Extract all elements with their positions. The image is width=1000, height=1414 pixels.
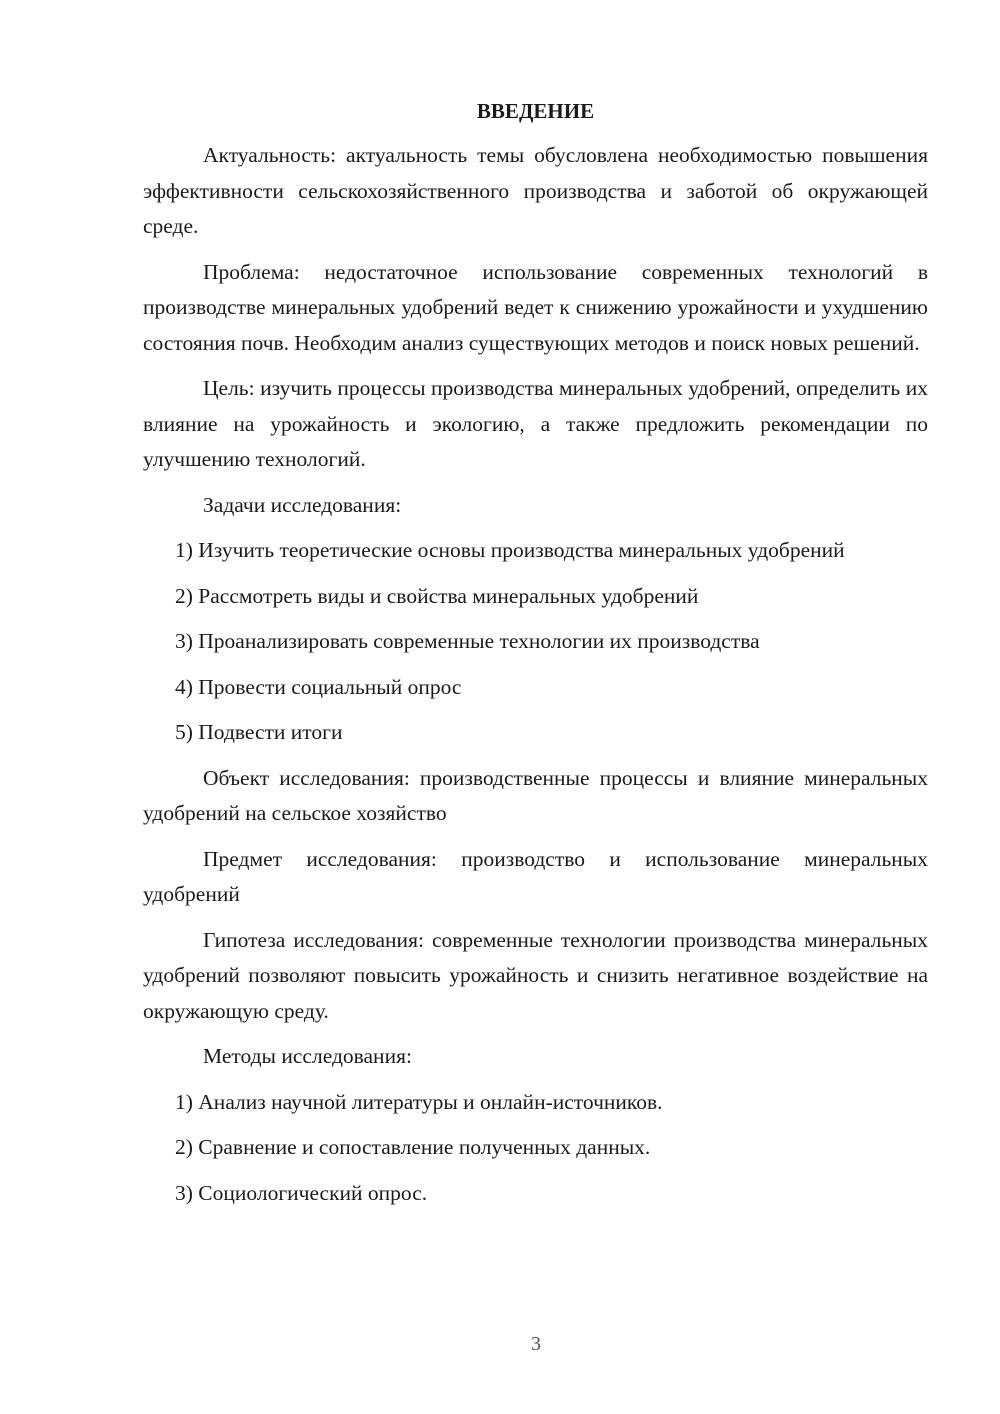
- task-item: 1) Изучить теоретические основы производства минеральных удобрений: [175, 538, 845, 562]
- method-item: 2) Сравнение и сопоставление полученных данных.: [175, 1135, 651, 1159]
- task-item: 5) Подвести итоги: [175, 720, 343, 744]
- problem-paragraph: Проблема: недостаточное использование современных технологий в производстве минеральных удобрений ведет к снижению урожайности и ухудшению состояния почв. Необходим анализ существующих методов и поиск новых решений.: [143, 259, 928, 355]
- subject-paragraph: Предмет исследования: производство и использование минеральных удобрений: [143, 846, 928, 906]
- methods-heading: Методы исследования:: [203, 1044, 412, 1068]
- page-content: [143, 94, 928, 1221]
- section-title: ВВЕДЕНИЕ: [476, 99, 595, 123]
- page-number: 3: [531, 1333, 541, 1355]
- task-item: 2) Рассмотреть виды и свойства минеральных удобрений: [175, 583, 699, 608]
- relevance-paragraph: Актуальность: актуальность темы обусловлена необходимостью повышения эффективности сельскохозяйственного производства и заботой об окружающей среде.: [143, 143, 928, 238]
- method-item: 1) Анализ научной литературы и онлайн-источников.: [175, 1089, 663, 1114]
- hypothesis-paragraph: Гипотеза исследования: современные технологии производства минеральных удобрений позволяют повысить урожайность и снизить негативное воздействие на окружающую среду.: [143, 927, 928, 1023]
- method-item: 3) Социологический опрос.: [175, 1180, 428, 1205]
- tasks-heading: Задачи исследования:: [203, 492, 402, 517]
- task-item: 4) Провести социальный опрос: [175, 674, 462, 699]
- object-paragraph: Объект исследования: производственные процессы и влияние минеральных удобрений на сельское хозяйство: [143, 765, 928, 825]
- goal-paragraph: Цель: изучить процессы производства минеральных удобрений, определить их влияние на урожайность и экологию, а также предложить рекомендации по улучшению технологий.: [143, 376, 928, 471]
- task-item: 3) Проанализировать современные технологии их производства: [175, 629, 760, 653]
